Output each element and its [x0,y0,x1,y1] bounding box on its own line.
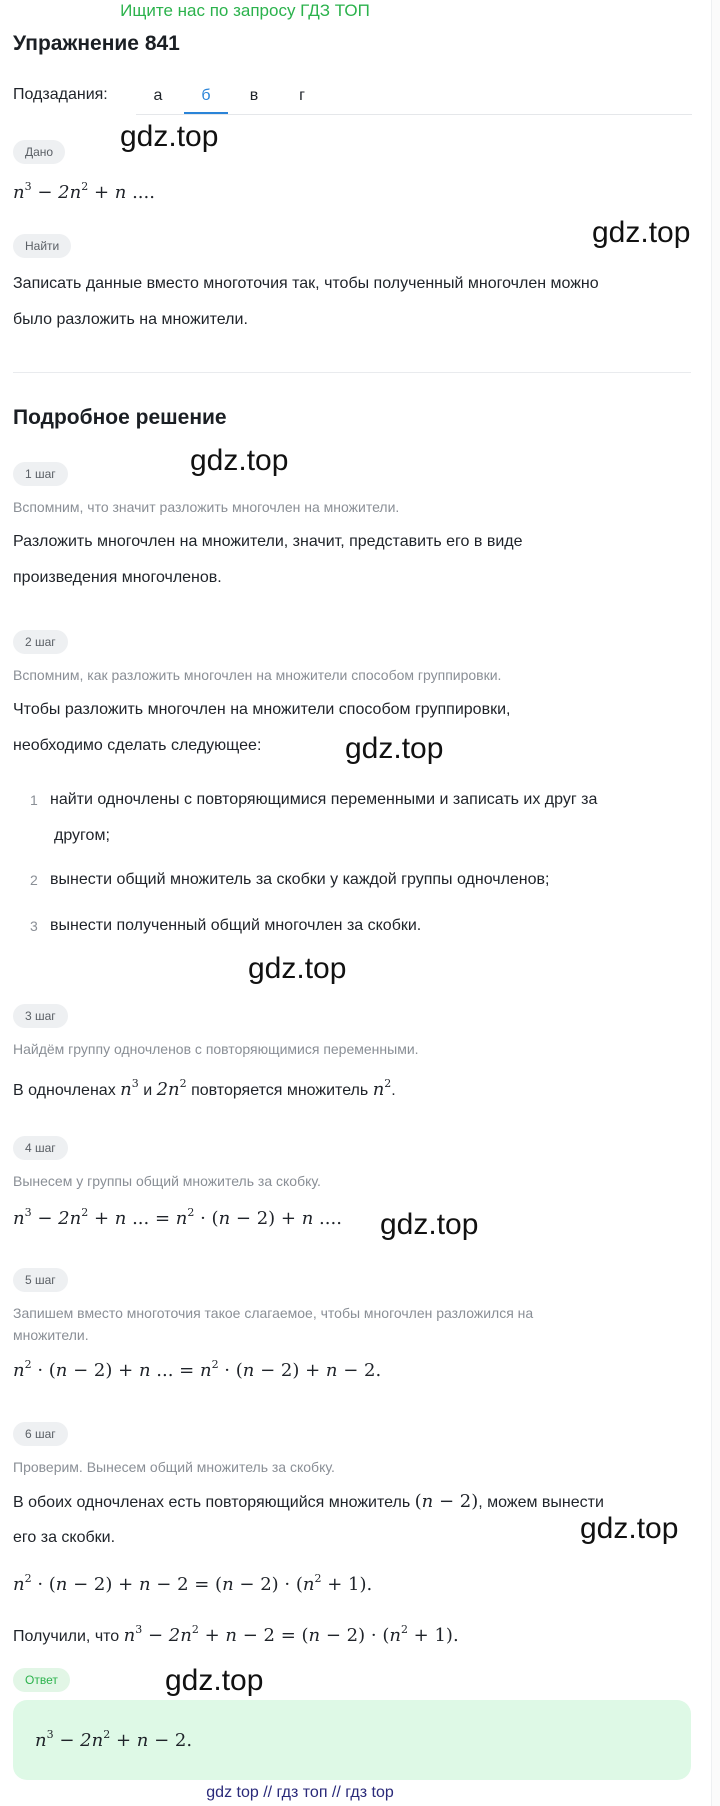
list-item-2: вынести общий множитель за скобки у каждой группы одночленов; [50,871,550,888]
find-text-line1: Записать данные вместо многоточия так, чтобы полученный многочлен можно [13,275,599,292]
step-2-text-line1: Чтобы разложить многочлен на множители способом группировки, [13,701,511,718]
step-3-hint: Найдём группу одночленов с повторяющимися переменными. [13,1041,419,1057]
step-5-hint-line2: множители. [13,1327,89,1343]
step-5-math: $n^2 \cdot (n - 2) + n$ ... = $n^2 \cdot (n - 2) + n - 2$. [13,1358,382,1381]
step-1-text-line2: произведения многочленов. [13,569,222,586]
step-1-pill: 1 шаг [13,462,68,486]
answer-pill: Ответ [13,1668,70,1692]
step-3-text-a: В одночленах [13,1082,116,1099]
solution-title: Подробное решение [13,406,227,429]
step-2-hint: Вспомним, как разложить многочлен на множители способом группировки. [13,667,502,683]
watermark: gdz.top [580,1512,679,1545]
factor-n2: $n^2$ [372,1077,392,1100]
given-pill: Дано [13,140,65,164]
step-6-math: $n^2 \cdot (n - 2) + n - 2 = (n - 2) \cdot (n^2 + 1)$. [13,1572,373,1595]
monomial-2n2: $2n^2$ [156,1077,187,1100]
step-3-text-c: повторяется множитель [191,1082,369,1099]
step-6-text-line1 [13,1484,604,1521]
step-2-text-line2: необходимо сделать следующее: [13,737,262,754]
find-pill: Найти [13,234,71,258]
common-factor: (n − 2) [414,1491,479,1512]
step-6-result-label: Получили, что [13,1628,120,1645]
answer-box [13,1700,691,1780]
tab-b[interactable]: б [184,78,228,114]
step-6-text-b: , можем вынести [478,1494,604,1511]
divider [13,372,691,373]
step-6-hint: Проверим. Вынесем общий множитель за скобку. [13,1459,335,1475]
step-6-result-math: $n^3 - 2n^2 + n - 2 = (n - 2) \cdot (n^2 + 1)$. [123,1623,459,1646]
list-number: 3 [30,918,38,934]
monomial-n3: $n^3$ [120,1077,139,1100]
answer-math: $n^3 - 2n^2 + n - 2$. [35,1728,193,1751]
watermark: gdz.top [165,1664,264,1697]
watermark: gdz.top [592,216,691,249]
watermark: gdz.top [380,1208,479,1241]
watermark: gdz.top [248,952,347,985]
step-3-text [13,1066,396,1109]
step-1-hint: Вспомним, что значит разложить многочлен на множители. [13,499,400,515]
promo-banner: Ищите нас по запросу ГДЗ ТОП [120,1,370,20]
step-6-result [13,1612,459,1655]
list-number: 1 [30,792,38,808]
step-6-pill: 6 шаг [13,1422,68,1446]
watermark: gdz.top [345,732,444,765]
step-5-hint-line1: Запишем вместо многоточия такое слагаемое, чтобы многочлен разложился на [13,1305,534,1321]
list-item-3: вынести полученный общий многочлен за скобки. [50,917,422,934]
list-item-1-line1: найти одночлены с повторяющимися переменными и записать их друг за [50,791,598,808]
step-6-text-a: В обоих одночленах есть повторяющийся множитель [13,1494,411,1511]
list-number: 2 [30,872,38,888]
tab-v[interactable]: в [249,87,259,104]
step-3-pill: 3 шаг [13,1004,68,1028]
list-item-1-line2: другом; [54,827,110,844]
watermark: gdz.top [120,120,219,153]
given-math: $n^3 - 2n^2 + n$ .... [13,180,155,203]
step-5-pill: 5 шаг [13,1268,68,1292]
step-1-text-line1: Разложить многочлен на множители, значит, представить его в виде [13,533,523,550]
step-4-math: $n^3 - 2n^2 + n$ ... = $n^2 \cdot (n - 2) + n$ .... [13,1206,342,1229]
step-2-pill: 2 шаг [13,630,68,654]
scrollbar-track[interactable] [711,0,720,1806]
subtasks-label: Подзадания: [13,86,108,103]
step-4-pill: 4 шаг [13,1136,68,1160]
tab-g[interactable]: г [299,87,305,104]
step-4-hint: Вынесем у группы общий множитель за скобку. [13,1173,321,1189]
watermark: gdz.top [190,444,289,477]
step-3-text-b: и [143,1082,153,1099]
subtasks-tabs [136,78,692,115]
page-title: Упражнение 841 [13,32,180,55]
tab-a[interactable]: а [153,87,163,104]
step-3-text-d: . [391,1082,396,1099]
footer-links[interactable]: gdz top // гдз топ // гдз top [206,1784,394,1801]
step-6-text-line2: его за скобки. [13,1529,116,1546]
find-text-line2: было разложить на множители. [13,311,248,328]
